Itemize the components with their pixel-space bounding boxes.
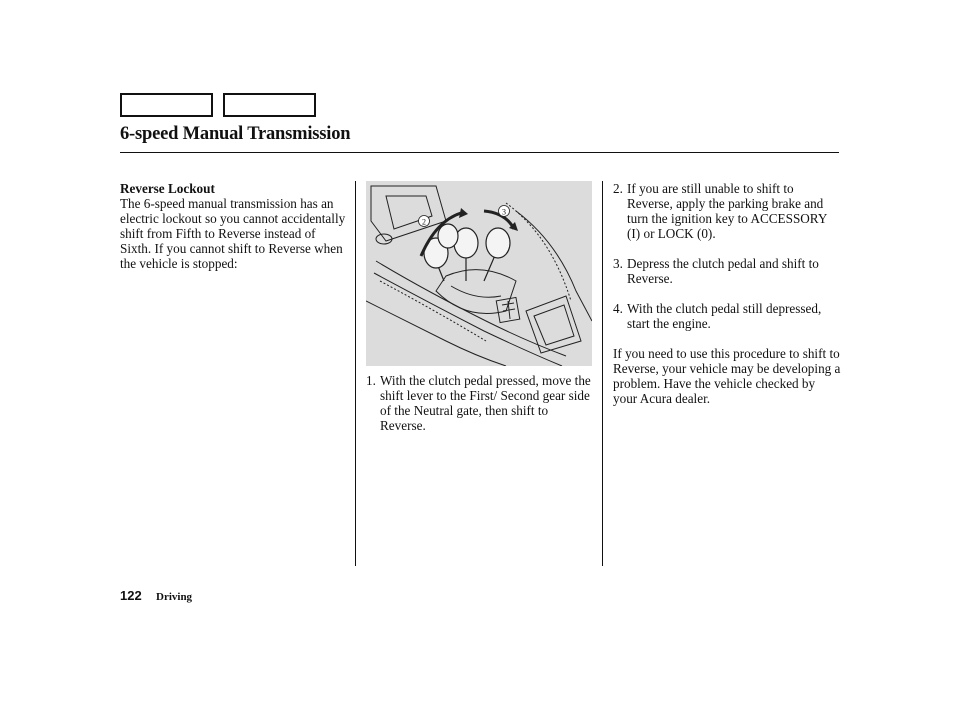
step-1 [366,373,594,433]
step-text: If you are still unable to shift to Reverse, apply the parking brake and turn the ignition key to ACCESSORY (I) or LOCK (0). [627,181,827,241]
left-column [120,181,348,271]
page-number: 122 [120,588,142,603]
shift-lever-drawing [366,181,592,366]
column-divider-left [355,181,356,566]
callout-3: 3 [502,207,506,217]
middle-column [366,373,594,448]
right-column [613,181,841,406]
step-text: With the clutch pedal pressed, move the shift lever to the First/ Second gear side of the Neutral gate, then shift to Reverse. [380,373,591,433]
callout-2: 2 [422,217,426,227]
step-2 [613,181,841,241]
shift-lever-illustration [366,181,592,366]
step-number: 3. [613,256,623,271]
step-number: 4. [613,301,623,316]
reverse-lockout-heading: Reverse Lockout [120,181,215,196]
column-divider-right [602,181,603,566]
title-divider [120,152,839,153]
step-4 [613,301,841,331]
page-title: 6-speed Manual Transmission [120,124,351,144]
next-page-button[interactable] [223,93,316,117]
step-text: Depress the clutch pedal and shift to Reverse. [627,256,819,286]
reverse-lockout-body: The 6-speed manual transmission has an electric lockout so you cannot accidentally shift from Fifth to Reverse instead of Sixth. If you cannot shift to Reverse when the vehicle is stopped: [120,196,346,271]
step-text: With the clutch pedal still depressed, start the engine. [627,301,822,331]
closing-note: If you need to use this procedure to shift to Reverse, your vehicle may be developing a problem. Have the vehicle checked by your Acura dealer. [613,346,841,406]
step-number: 1. [366,373,376,388]
step-number: 2. [613,181,623,196]
previous-page-button[interactable] [120,93,213,117]
section-name: Driving [156,591,193,603]
step-3 [613,256,841,286]
